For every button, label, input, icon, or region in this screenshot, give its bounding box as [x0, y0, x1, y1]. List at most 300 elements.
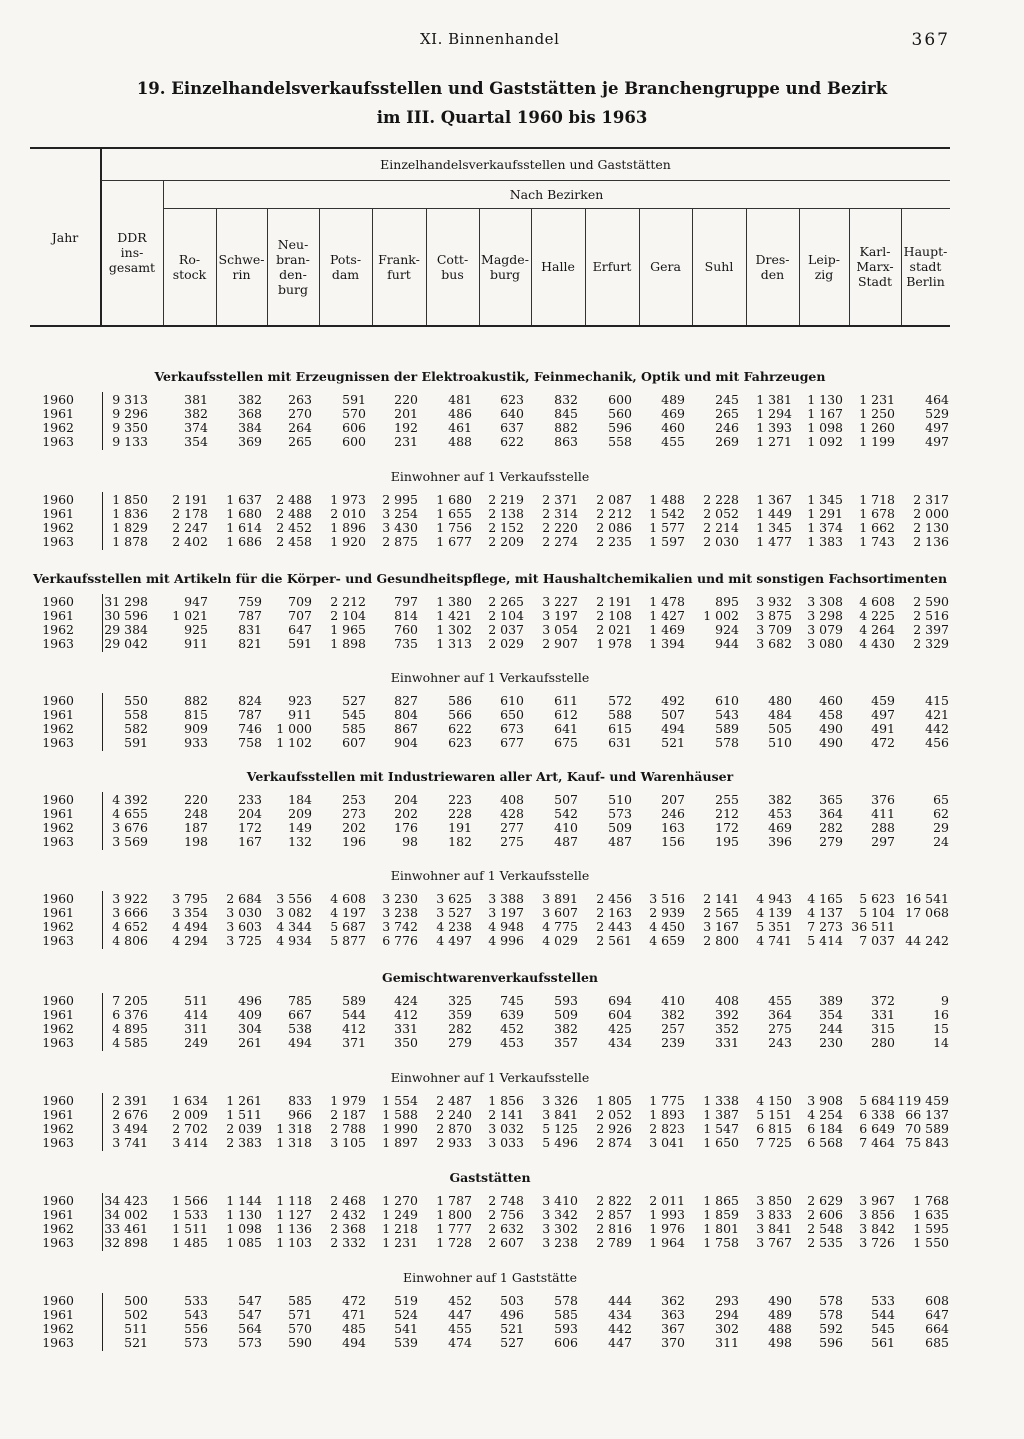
column-header	[319, 208, 372, 325]
table-cell: 263	[288, 392, 312, 407]
table-cell: 572	[608, 693, 632, 708]
row-year: 1961	[42, 1107, 74, 1122]
table-cell: 1 655	[436, 506, 472, 521]
table-cell: 70 589	[905, 1121, 949, 1136]
table-cell: 16 541	[905, 891, 949, 906]
row-year: 1962	[42, 820, 74, 835]
table-cell: 264	[288, 420, 312, 435]
table-cell: 472	[871, 735, 895, 750]
row-year: 1961	[42, 406, 74, 421]
table-cell: 246	[715, 420, 739, 435]
table-cell: 1 249	[382, 1207, 418, 1222]
table-cell: 787	[238, 707, 262, 722]
chapter-heading: XI. Binnenhandel	[420, 30, 560, 48]
table-cell: 500	[124, 1293, 148, 1308]
table-cell: 1 775	[649, 1093, 685, 1108]
table-cell: 231	[394, 434, 418, 449]
table-cell: 4 806	[112, 933, 148, 948]
column-header-line: dam	[331, 266, 360, 282]
table-row	[30, 793, 950, 807]
data-block	[30, 493, 950, 549]
table-cell: 2 265	[488, 594, 524, 609]
row-year: 1963	[42, 1335, 74, 1350]
table-cell: 1 897	[382, 1135, 418, 1150]
table-cell: 863	[554, 434, 578, 449]
row-year: 1963	[42, 636, 74, 651]
table-cell: 3 741	[112, 1135, 148, 1150]
table-cell: 606	[554, 1335, 578, 1350]
table-cell: 1 597	[649, 534, 685, 549]
table-cell: 496	[238, 993, 262, 1008]
table-cell: 4 497	[436, 933, 472, 948]
table-cell: 667	[288, 1007, 312, 1022]
section-title: Einwohner auf 1 Verkaufsstelle	[390, 868, 590, 883]
table-cell: 62	[933, 806, 949, 821]
column-header-line: Schwe-	[218, 251, 265, 267]
table-cell: 647	[925, 1307, 949, 1322]
table-cell: 2 548	[807, 1221, 843, 1236]
table-cell: 1 973	[330, 492, 366, 507]
table-cell: 4 655	[112, 806, 148, 821]
table-cell: 4 450	[649, 919, 685, 934]
table-cell: 2 458	[276, 534, 312, 549]
table-cell: 2 178	[172, 506, 208, 521]
table-cell: 204	[394, 792, 418, 807]
table-cell: 3 841	[542, 1107, 578, 1122]
table-cell: 458	[819, 707, 843, 722]
table-cell: 24	[933, 834, 949, 849]
table-cell: 1 893	[649, 1107, 685, 1122]
table-cell: 65	[933, 792, 949, 807]
table-cell: 490	[819, 735, 843, 750]
data-block	[30, 1194, 950, 1250]
table-cell: 492	[661, 693, 685, 708]
table-cell: 509	[608, 820, 632, 835]
table-cell: 909	[184, 721, 208, 736]
table-cell: 2 274	[542, 534, 578, 549]
table-cell: 396	[768, 834, 792, 849]
table-cell: 677	[500, 735, 524, 750]
table-cell: 350	[394, 1035, 418, 1050]
table-cell: 519	[394, 1293, 418, 1308]
table-cell: 149	[288, 820, 312, 835]
row-year: 1962	[42, 1321, 74, 1336]
table-cell: 2 402	[172, 534, 208, 549]
table-cell: 3 082	[276, 905, 312, 920]
table-cell: 814	[394, 608, 418, 623]
table-cell: 1 098	[226, 1221, 262, 1236]
table-cell: 510	[768, 735, 792, 750]
table-row	[30, 1036, 950, 1050]
table-cell: 2 104	[488, 608, 524, 623]
table-cell: 2 676	[112, 1107, 148, 1122]
table-cell: 2 052	[703, 506, 739, 521]
table-cell: 1 387	[703, 1107, 739, 1122]
table-cell: 243	[768, 1035, 792, 1050]
table-cell: 192	[394, 420, 418, 435]
table-row	[30, 393, 950, 407]
table-cell: 410	[661, 993, 685, 1008]
table-cell: 2 011	[649, 1193, 685, 1208]
table-cell: 3 742	[382, 919, 418, 934]
table-cell: 4 934	[276, 933, 312, 948]
table-cell: 228	[448, 806, 472, 821]
table-cell: 411	[871, 806, 895, 821]
table-cell: 560	[608, 406, 632, 421]
table-cell: 265	[288, 434, 312, 449]
table-cell: 455	[768, 993, 792, 1008]
table-cell: 1 829	[112, 520, 148, 535]
table-cell: 596	[819, 1335, 843, 1350]
table-cell: 484	[768, 707, 792, 722]
table-cell: 3 516	[649, 891, 685, 906]
table-cell: 354	[184, 434, 208, 449]
column-header	[216, 208, 267, 325]
table-cell: 31 298	[104, 594, 148, 609]
table-cell: 5 125	[542, 1121, 578, 1136]
table-cell: 1 898	[330, 636, 366, 651]
table-cell: 2 219	[488, 492, 524, 507]
table-cell: 533	[184, 1293, 208, 1308]
table-cell: 3 569	[112, 834, 148, 849]
row-year: 1962	[42, 520, 74, 535]
table-cell: 204	[238, 806, 262, 821]
table-cell: 371	[342, 1035, 366, 1050]
table-cell: 212	[715, 806, 739, 821]
table-row	[30, 435, 950, 449]
table-cell: 5 684	[859, 1093, 895, 1108]
section-title: Einwohner auf 1 Verkaufsstelle	[390, 469, 590, 484]
data-block	[30, 1094, 950, 1150]
table-cell: 184	[288, 792, 312, 807]
table-row	[30, 1108, 950, 1122]
table-cell: 637	[500, 420, 524, 435]
table-cell: 1 680	[436, 492, 472, 507]
row-year: 1963	[42, 1035, 74, 1050]
table-cell: 5 623	[859, 891, 895, 906]
table-cell: 487	[554, 834, 578, 849]
table-cell: 331	[394, 1021, 418, 1036]
table-cell: 2 087	[596, 492, 632, 507]
table-cell: 588	[608, 707, 632, 722]
table-cell: 759	[238, 594, 262, 609]
table-cell: 2 875	[382, 534, 418, 549]
table-cell: 9 296	[112, 406, 148, 421]
table-cell: 3 308	[807, 594, 843, 609]
table-cell: 244	[819, 1021, 843, 1036]
table-cell: 3 342	[542, 1207, 578, 1222]
table-cell: 3 795	[172, 891, 208, 906]
table-row	[30, 821, 950, 835]
table-cell: 1 686	[226, 534, 262, 549]
row-year: 1963	[42, 735, 74, 750]
table-cell: 1 374	[807, 520, 843, 535]
data-block	[30, 694, 950, 750]
table-cell: 7 273	[807, 919, 843, 934]
table-cell: 1 338	[703, 1093, 739, 1108]
table-cell: 3 666	[112, 905, 148, 920]
section-title: Verkaufsstellen mit Industriewaren aller Art, Kauf- und Warenhäuser	[246, 769, 734, 784]
table-cell: 641	[554, 721, 578, 736]
table-cell: 2 397	[913, 622, 949, 637]
table-cell: 293	[715, 1293, 739, 1308]
row-year: 1962	[42, 1121, 74, 1136]
table-cell: 622	[500, 434, 524, 449]
table-cell: 542	[554, 806, 578, 821]
table-cell: 456	[925, 735, 949, 750]
table-cell: 6 184	[807, 1121, 843, 1136]
table-cell: 3 709	[756, 622, 792, 637]
table-cell: 409	[238, 1007, 262, 1022]
table-cell: 2 220	[542, 520, 578, 535]
table-cell: 9	[941, 993, 949, 1008]
table-cell: 505	[768, 721, 792, 736]
table-cell: 561	[871, 1335, 895, 1350]
column-header-line: Marx-	[856, 259, 894, 274]
table-cell: 3 033	[488, 1135, 524, 1150]
table-cell: 2 857	[596, 1207, 632, 1222]
table-cell: 98	[402, 834, 418, 849]
table-cell: 265	[715, 406, 739, 421]
table-cell: 592	[819, 1321, 843, 1336]
table-cell: 578	[819, 1293, 843, 1308]
table-cell: 209	[288, 806, 312, 821]
table-cell: 4 659	[649, 933, 685, 948]
table-cell: 1 979	[330, 1093, 366, 1108]
table-cell: 2 756	[488, 1207, 524, 1222]
table-cell: 275	[500, 834, 524, 849]
table-cell: 6 376	[112, 1007, 148, 1022]
table-cell: 273	[342, 806, 366, 821]
table-row	[30, 1008, 950, 1022]
table-cell: 1 000	[276, 721, 312, 736]
table-cell: 442	[925, 721, 949, 736]
table-cell: 1 650	[703, 1135, 739, 1150]
table-cell: 606	[342, 420, 366, 435]
table-cell: 1 136	[276, 1221, 312, 1236]
column-header-line: burg	[277, 281, 309, 297]
section-title: Gemischtwarenverkaufsstellen	[382, 970, 598, 985]
table-cell: 611	[554, 693, 578, 708]
table-cell: 1 383	[807, 534, 843, 549]
table-cell: 4 608	[859, 594, 895, 609]
row-year: 1960	[42, 594, 74, 609]
table-cell: 497	[871, 707, 895, 722]
column-header-line: Frank-	[378, 251, 420, 267]
table-cell: 455	[448, 1321, 472, 1336]
table-row	[30, 934, 950, 948]
row-year: 1962	[42, 420, 74, 435]
table-cell: 6 815	[756, 1121, 792, 1136]
table-cell: 3 833	[756, 1207, 792, 1222]
table-row	[30, 521, 950, 535]
table-cell: 3 607	[542, 905, 578, 920]
table-cell: 1 167	[807, 406, 843, 421]
table-cell: 1 768	[913, 1193, 949, 1208]
column-header	[799, 208, 849, 325]
table-cell: 202	[342, 820, 366, 835]
table-cell: 1 367	[756, 492, 792, 507]
table-cell: 573	[238, 1335, 262, 1350]
table-cell: 428	[500, 806, 524, 821]
table-cell: 4 775	[542, 919, 578, 934]
table-cell: 1 144	[226, 1193, 262, 1208]
table-cell: 485	[342, 1321, 366, 1336]
table-cell: 1 554	[382, 1093, 418, 1108]
table-cell: 7 464	[859, 1135, 895, 1150]
table-cell: 1 865	[703, 1193, 739, 1208]
table-cell: 593	[554, 1321, 578, 1336]
row-year: 1960	[42, 891, 74, 906]
table-cell: 2 607	[488, 1235, 524, 1250]
table-cell: 2 368	[330, 1221, 366, 1236]
table-cell: 1 542	[649, 506, 685, 521]
column-header-line: den-	[279, 266, 307, 282]
table-cell: 1 566	[172, 1193, 208, 1208]
table-cell: 9 313	[112, 392, 148, 407]
table-cell: 746	[238, 721, 262, 736]
table-cell: 4 430	[859, 636, 895, 651]
row-year: 1960	[42, 1093, 74, 1108]
table-row	[30, 1294, 950, 1308]
section-title: Verkaufsstellen mit Erzeugnissen der Elektroakustik, Feinmechanik, Optik und mit Fahrzeugen	[154, 369, 826, 384]
table-row	[30, 892, 950, 906]
table-cell: 3 238	[382, 905, 418, 920]
table-cell: 578	[715, 735, 739, 750]
table-cell: 496	[500, 1307, 524, 1322]
table-cell: 623	[500, 392, 524, 407]
table-cell: 571	[288, 1307, 312, 1322]
table-cell: 167	[238, 834, 262, 849]
column-header-line: burg	[489, 266, 521, 282]
table-cell: 3 105	[330, 1135, 366, 1150]
table-cell: 382	[184, 406, 208, 421]
table-cell: 1 231	[859, 392, 895, 407]
table-cell: 1 318	[276, 1121, 312, 1136]
table-cell: 5 351	[756, 919, 792, 934]
table-cell: 966	[288, 1107, 312, 1122]
table-cell: 1 485	[172, 1235, 208, 1250]
table-cell: 3 556	[276, 891, 312, 906]
table-cell: 156	[661, 834, 685, 849]
table-cell: 490	[768, 1293, 792, 1308]
table-cell: 694	[608, 993, 632, 1008]
table-cell: 282	[819, 820, 843, 835]
table-cell: 1 511	[226, 1107, 262, 1122]
table-cell: 787	[238, 608, 262, 623]
table-cell: 1 218	[382, 1221, 418, 1236]
column-header-line: stock	[172, 266, 207, 282]
table-cell: 2 052	[596, 1107, 632, 1122]
column-header-line: den	[760, 266, 785, 282]
table-cell: 591	[124, 735, 148, 750]
table-cell: 255	[715, 792, 739, 807]
table-cell: 622	[448, 721, 472, 736]
table-cell: 1 231	[382, 1235, 418, 1250]
table-cell: 2 141	[488, 1107, 524, 1122]
column-header	[426, 208, 479, 325]
table-cell: 631	[608, 735, 632, 750]
table-cell: 3 726	[859, 1235, 895, 1250]
table-cell: 363	[661, 1307, 685, 1322]
table-cell: 434	[608, 1035, 632, 1050]
table-cell: 33 461	[104, 1221, 148, 1236]
table-cell: 2 108	[596, 608, 632, 623]
table-cell: 452	[500, 1021, 524, 1036]
table-cell: 410	[554, 820, 578, 835]
table-cell: 5 496	[542, 1135, 578, 1150]
table-cell: 367	[661, 1321, 685, 1336]
table-cell: 529	[925, 406, 949, 421]
table-cell: 1 021	[172, 608, 208, 623]
table-cell: 3 326	[542, 1093, 578, 1108]
table-cell: 2 800	[703, 933, 739, 948]
table-cell: 5 104	[859, 905, 895, 920]
table-cell: 3 032	[488, 1121, 524, 1136]
table-cell: 785	[288, 993, 312, 1008]
table-cell: 460	[661, 420, 685, 435]
table-cell: 362	[661, 1293, 685, 1308]
table-cell: 4 165	[807, 891, 843, 906]
table-row	[30, 623, 950, 637]
table-cell: 30 596	[104, 608, 148, 623]
table-cell: 17 068	[905, 905, 949, 920]
table-cell: 2 468	[330, 1193, 366, 1208]
table-cell: 196	[342, 834, 366, 849]
table-cell: 311	[715, 1335, 739, 1350]
table-cell: 933	[184, 735, 208, 750]
table-cell: 1 421	[436, 608, 472, 623]
table-cell: 2 632	[488, 1221, 524, 1236]
section-title: Einwohner auf 1 Gaststätte	[402, 1270, 578, 1285]
table-cell: 604	[608, 1007, 632, 1022]
column-header-line: Ro-	[178, 251, 201, 267]
table-cell: 270	[288, 406, 312, 421]
row-year: 1963	[42, 933, 74, 948]
table-cell: 1 085	[226, 1235, 262, 1250]
row-year: 1961	[42, 707, 74, 722]
table-cell: 187	[184, 820, 208, 835]
column-header-line: Leip-	[808, 251, 840, 267]
table-cell: 331	[871, 1007, 895, 1022]
table-cell: 491	[871, 721, 895, 736]
table-cell: 545	[342, 707, 366, 722]
table-cell: 370	[661, 1335, 685, 1350]
table-cell: 607	[342, 735, 366, 750]
column-header-line: furt	[387, 266, 411, 282]
table-cell: 488	[768, 1321, 792, 1336]
table-cell: 497	[925, 434, 949, 449]
table-cell: 4 197	[330, 905, 366, 920]
table-row	[30, 1194, 950, 1208]
table-cell: 16	[933, 1007, 949, 1022]
table-cell: 615	[608, 721, 632, 736]
table-cell: 2 039	[226, 1121, 262, 1136]
table-row	[30, 1336, 950, 1350]
table-cell: 2 010	[330, 506, 366, 521]
table-cell: 261	[238, 1035, 262, 1050]
table-cell: 2 317	[913, 492, 949, 507]
table-row	[30, 1222, 950, 1236]
table-cell: 245	[715, 392, 739, 407]
table-cell: 1 976	[649, 1221, 685, 1236]
row-year: 1961	[42, 806, 74, 821]
column-header-line: ins-	[120, 245, 144, 260]
table-cell: 911	[288, 707, 312, 722]
table-cell: 578	[554, 1293, 578, 1308]
table-cell: 1 662	[859, 520, 895, 535]
table-cell: 3 676	[112, 820, 148, 835]
